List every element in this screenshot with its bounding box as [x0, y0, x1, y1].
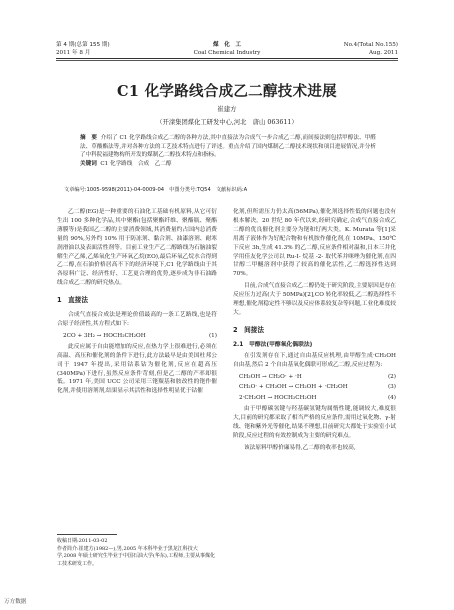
- equation-4-body: 2·CH₂OH → HOCH₂CH₂OH: [239, 395, 317, 402]
- abstract-text: 介绍了 C1 化学路线合成乙二醇的各种方法,其中直接法为合成气一步合成乙二醇,而间接法则包括甲醇法、甲醛法、草酸酯法等,并对各种方法的工艺技术特点进行了评述。重点介绍了国内煤制乙二醇技术现状和项目进展情况,并分析了中科院福建物构所开发的煤制乙二醇技术特点和指标。: [80, 135, 376, 159]
- equation-4: [233, 394, 396, 403]
- paragraph: 该法原料甲醇价廉易得,乙二醇的收率也较高,: [244, 444, 356, 451]
- article-meta: 文章编号:1005-9598(2011)-04-0009-04 中图分类号:TQ54 文献标识码:A: [64, 187, 248, 193]
- equation-2: [233, 373, 396, 382]
- header-issue: 第 4 期(总第 155 期): [56, 42, 110, 48]
- section-1-paragraph: 合成气直接合成法是理论价值最高的一条工艺路线,也是符合原子经济性,其方程式如下:: [57, 312, 217, 327]
- equation-3: [233, 383, 396, 392]
- equation-2-body: CH₃OH → CH₂O· + ·H: [239, 373, 302, 380]
- header-issue-en: No.4(Total No.155): [343, 42, 398, 48]
- footnote: [57, 538, 217, 568]
- equation-3-body: CH₂O· + CH₃OH → CH₂OH + ·CH₂OH: [239, 384, 348, 391]
- section-1-paragraph: 此反应属于自由能增加的反应,在热力学上很难进行,必须在高温、高压和催化剂的条件下进行,此方法最早是由美国杜邦公司于 1947 年提出,采用钴系钴为催化剂,反应在超高压(340MPa)下进行,虽然反应条件苛刻,但是乙二醇的产率却很低。1971 年,美国 UCC 公司采用三铑羰基和胺改性的铑作催化剂,并使用溶剂剂,结果显示其活性和选择性明显优于钴催: [57, 343, 217, 395]
- header-rule-thin: [56, 60, 398, 61]
- author-bio: 作者简介:崔建方(1982—),男,2005 年本科毕业于黑龙江科技大学,2008 年硕士研究生毕业于中国石油大学(华东),工程师,主要从事煤化工技术研发工作。: [57, 545, 215, 567]
- section-2-heading: 2 间接法: [233, 325, 264, 334]
- header-journal-en: Coal Chemical Industry: [193, 50, 261, 56]
- intro-paragraph: 乙二醇(EG)是一种重要的石油化工基础有机原料,从它可衍生出 100 多种化学品,其中聚酯(包括聚酯纤维、聚酯瓶、聚酯薄膜等)是我国乙二醇的主要消费领域,其消费量约占国内总消费量的 90%,另外约 10% 用于防冻剂、黏合剂、油漆溶剂、耐寒润滑油以及表面活性剂等。目前工业生产乙二醇路线为石脑油裂解生产乙烯,乙烯氧化生产环氧乙烷(EO),最后环氧乙烷水合得到乙二醇,在石油价格居高不下的经济环境下,C1 化学路线由于其各原料广泛、经济性好、工艺更合理的优势,逐步成为非石油路线合成乙二醇的研究热点。: [57, 209, 217, 287]
- header-journal-cn: 煤 化 工: [213, 42, 241, 48]
- abstract-label: 摘 要: [80, 135, 97, 141]
- paragraph: 目前,合成气直接合成乙二醇仍处于研究阶段,主要原因是存在反应压力过高(大于 50MPa)[2],CO 转化率较低,乙二醇选择性不理想,催化剂稳定性不够以及反应体系较复杂等问题,工业化难度较大。: [233, 283, 396, 316]
- affiliation: （开滦集团煤化工研发中心,河北 唐山 063611）: [156, 119, 298, 126]
- paragraph: 化剂,但所需压力仍太高(56MPa),催化剂选择性低的问题也没有根本解决。20 世纪 80 年代以来,经研究确定,合成气直接合成乙二醇的优良催化剂主要分为铑和钌两大类。K. Murata 等[1]采用离子液体作为钌配合物和有机胺作催化剂,在 10MPa、150℃下反应 3h,生成 41.3% 的乙二醇,反应条件相对温和,日本三井化学用佳友化学公司以 Ru-I- 烷基 -2- 取代苯并咪唑为催化剂,在四甘醇二甲醚溶剂中获得了较高的催化活性,乙二醇选择性达到 70%。: [233, 209, 396, 278]
- header-date: 2011 年 8 月: [56, 50, 91, 56]
- equation-2-number: (2): [387, 373, 396, 380]
- header-date-en: Aug. 2011: [368, 50, 398, 56]
- received-date: 收稿日期:2011-03-02: [57, 538, 108, 544]
- paragraph: 由于甲醇碳氢键与羟基碳氢键均属惰性键,能调较大,难度很大,目前的研究都采取了相当严格的反应条件,需用过氧化物、γ-射线、铑和紫外光等催化,结果不理想,目前研究大都处于实验室小试阶段,反应过程的有效控制成为主要的研究难点。: [233, 406, 396, 439]
- equation-1-number: (1): [208, 332, 217, 339]
- equation-1-body: 2CO + 3H₂ → HOCH₂CH₂OH: [63, 332, 146, 339]
- subsection-2-1-heading: 2.1 甲醇法(甲醇氧化偶联法): [233, 341, 313, 348]
- header-rule: [56, 58, 398, 59]
- right-column: [233, 208, 396, 456]
- paper-title: C1 化学路线合成乙二醇技术进展: [117, 83, 337, 100]
- equation-3-number: (3): [387, 384, 396, 391]
- keywords-label: 关键词: [80, 160, 97, 167]
- left-column: [57, 208, 217, 399]
- watermark: 万方数据: [4, 599, 27, 605]
- footnote-rule: [57, 534, 117, 535]
- equation-4-number: (4): [387, 395, 396, 402]
- abstract: [80, 134, 376, 168]
- section-1-heading: 1 直接法: [57, 296, 88, 305]
- equation-1: [57, 332, 217, 341]
- keywords: C1 化学路线 合成 乙二醇: [100, 160, 172, 167]
- author: 崔建方: [217, 105, 237, 113]
- paragraph: 在引发剂存在下,通过自由基反应机理,由甲醇生成·CH₂OH 自由基,然后 2 个自由基氧化偶联可形成乙二醇,反应过程为:: [233, 352, 396, 368]
